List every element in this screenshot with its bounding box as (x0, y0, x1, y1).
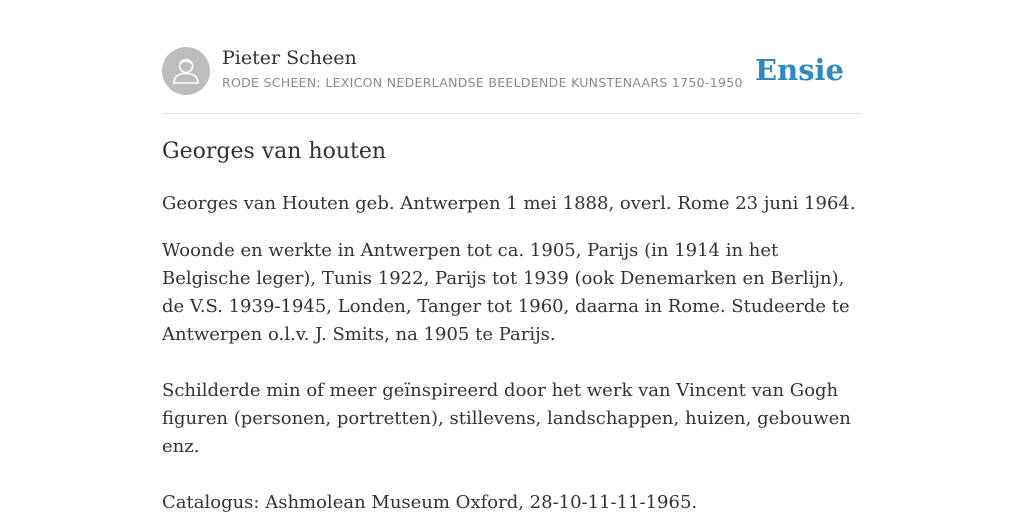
page-title: Georges van houten (162, 139, 387, 164)
paragraph-birth-death: Georges van Houten geb. Antwerpen 1 mei 1888, overl. Rome 23 juni 1964. (162, 193, 856, 214)
author-name[interactable]: Pieter Scheen (222, 47, 357, 69)
paragraph-catalogue: Catalogus: Ashmolean Museum Oxford, 28-10-11-11-1965. (162, 492, 698, 512)
paragraph-style: Schilderde min of meer geïnspireerd door het werk van Vincent van Gogh figuren (personen, portretten), stillevens, landschappen, huizen, gebouwen enz. (162, 380, 851, 457)
avatar[interactable] (162, 47, 210, 95)
author-header (162, 46, 862, 96)
header-divider (162, 113, 862, 114)
user-icon (162, 47, 210, 95)
article-body (162, 137, 862, 512)
brand-logo[interactable]: Ensie (755, 53, 844, 87)
paragraph-career: Woonde en werkte in Antwerpen tot ca. 1905, Parijs (in 1914 in het Belgische leger), Tunis 1922, Parijs tot 1939 (ook Denemarken en Berlijn), de V.S. 1939-1945, Londen, Tanger tot 1960, daarna in Rome. Studeerde te Antwerpen o.l.v. J. Smits, na 1905 te Parijs. (162, 240, 850, 345)
source-title[interactable]: RODE SCHEEN: LEXICON NEDERLANDSE BEELDENDE KUNSTENAARS 1750-1950 (222, 75, 743, 90)
